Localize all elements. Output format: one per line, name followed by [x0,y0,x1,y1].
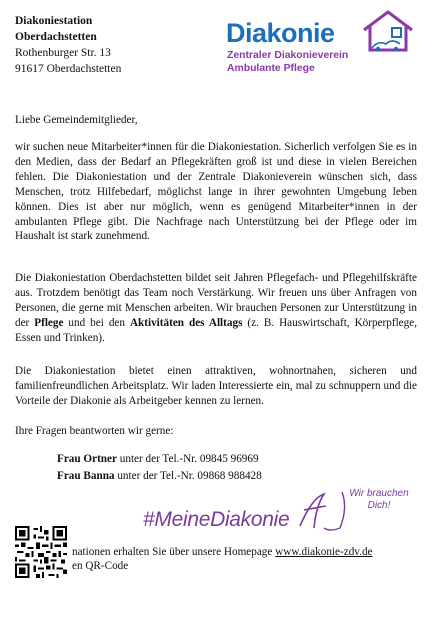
paragraph-2-text-a: Die Diakoniestation Oberdachstetten bildet seit Jahren Pflegefach- und Pflegehilfskräfte aus. Trotzdem benötigt das Team noch Verstärkung. Wir freuen uns über Anfragen von Personen, die gerne mit Menschen arbeiten. Wir brauchen Personen zur Unterstützung in der [15,272,417,329]
footer-text: nationen erhalten Sie über unsere Homepage [72,546,276,558]
logo-subtitle-2: Ambulante Pflege [227,63,315,74]
greeting: Liebe Gemeindemitglieder, [15,114,138,126]
house-icon [358,8,416,54]
homepage-link[interactable]: www.diakonie-zdv.de [275,546,373,558]
paragraph-2-text-d: (z. B. Hauswirtschaft, Körperpflege, Essen und Trinken). [15,316,418,344]
diakonie-logo [222,8,418,74]
contact-name: Frau Ortner [57,453,117,465]
paragraph-2-bold-pflege: Pflege [34,316,64,329]
sender-address [15,13,121,77]
qr-code[interactable] [15,526,67,578]
contact-banna [57,469,262,484]
paragraph-1: wir suchen neue Mitarbeiter*innen für die Diakoniestation. Sicherlich verfolgen Sie es in den Medien, dass der Bedarf an Pflegekräften groß ist und diese in vielen Bereichen fehlen. Die Diakoniestation und der Zentrale Diakonieverein wünschen sich, dass Menschen, trotz Hilfebedarf, möglichst lange in ihrer gewohnten Umgebung leben können. Dies ist aber nur möglich, wenn es genügend Mitarbeiter*innen in der ambulanten Pflege gibt. Die Nachfrage nach Unterstützung bei der Pflege oder im Haushalt ist stark zunehmend. [15,141,417,243]
contact-ortner [57,452,259,467]
paragraph-2 [15,271,417,346]
questions-intro: Ihre Fragen beantworten wir gerne: [15,425,174,437]
footer-line-2: en QR-Code [72,560,129,572]
contact-name: Frau Banna [57,470,115,482]
sender-city: 91617 Oberdachstetten [15,63,122,75]
campaign-hashtag: #MeineDiakonie [143,508,290,531]
paragraph-2-bold-aktivitaeten: Aktivitäten des Alltags [129,316,243,329]
logo-subtitle-1: Zentraler Diakonieverein [227,50,349,61]
paragraph-3: Die Diakoniestation bietet einen attraktiven, wohnortnahen, sicheren und familienfreundlichen Arbeitsplatz. Wir laden Interessierte ein, mal zu schnuppern und die Vorteile der Diakonie als Arbeitgeber kennen zu lernen. [15,365,417,407]
campaign-slogan: Wir brauchen Dich! [349,488,409,511]
sender-org-line1: Diakoniestation [15,15,93,27]
sender-org-line2: Oberdachstetten [15,31,97,43]
logo-title: Diakonie [226,18,335,48]
contact-phone: unter der Tel.-Nr. 09845 96969 [116,453,259,465]
paragraph-2-text-c: und bei den [63,316,130,329]
footer-line-1 [72,545,373,560]
contact-phone: unter der Tel.-Nr. 09868 988428 [114,470,262,482]
cross-swoosh-icon [290,488,350,534]
sender-street: Rothenburger Str. 13 [15,47,111,59]
